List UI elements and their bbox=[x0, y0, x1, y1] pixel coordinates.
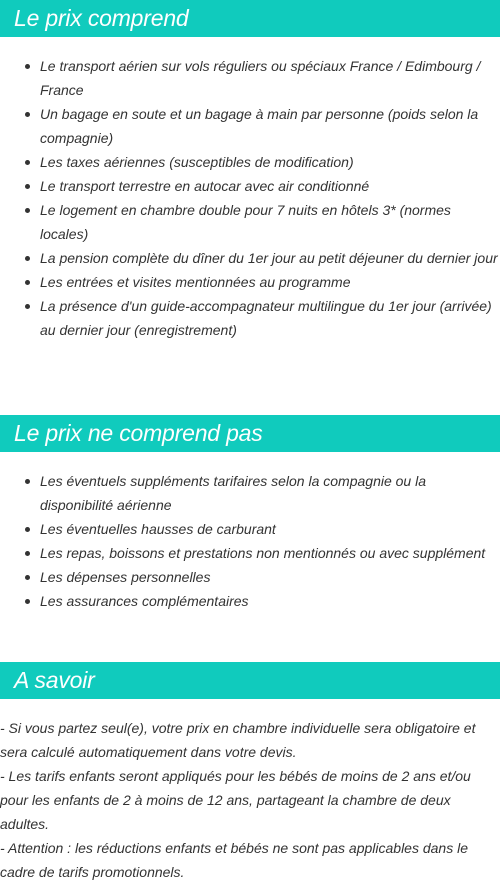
list-item bbox=[0, 270, 500, 294]
list-prix-ne-comprend-pas bbox=[0, 469, 500, 613]
list-item bbox=[0, 150, 500, 174]
list-item-text: Les repas, boissons et prestations non mentionnés ou avec supplément bbox=[40, 545, 486, 561]
list-item-text: La pension complète du dîner du 1er jour au petit déjeuner du dernier jour bbox=[40, 250, 498, 266]
list-item-text: Le transport terrestre en autocar avec air conditionné bbox=[40, 178, 370, 194]
list-item bbox=[0, 246, 500, 270]
list-item-text: Le transport aérien sur vols réguliers ou spéciaux France / Edimbourg / France bbox=[40, 58, 481, 98]
section-header-a-savoir: A savoir bbox=[0, 662, 500, 699]
bullet-icon bbox=[25, 160, 30, 165]
bullet-icon bbox=[25, 599, 30, 604]
bullet-icon bbox=[25, 256, 30, 261]
list-item bbox=[0, 102, 500, 150]
list-prix-comprend bbox=[0, 54, 500, 342]
bullet-icon bbox=[25, 527, 30, 532]
list-item-text: Un bagage en soute et un bagage à main par personne (poids selon la compagnie) bbox=[40, 106, 479, 146]
list-item bbox=[0, 469, 500, 517]
list-item-text: Les entrées et visites mentionnées au programme bbox=[40, 274, 351, 290]
list-item-text: Les éventuels suppléments tarifaires selon la compagnie ou la disponibilité aérienne bbox=[40, 473, 427, 513]
bullet-icon bbox=[25, 112, 30, 117]
a-savoir-paragraph: - Attention : les réductions enfants et bébés ne sont pas applicables dans le cadre de tarifs promotionnels. bbox=[0, 840, 469, 880]
list-item-text: Les assurances complémentaires bbox=[40, 593, 249, 609]
bullet-icon bbox=[25, 184, 30, 189]
list-item bbox=[0, 541, 500, 565]
list-item-text: Les taxes aériennes (susceptibles de modification) bbox=[40, 154, 354, 170]
bullet-icon bbox=[25, 64, 30, 69]
bullet-icon bbox=[25, 208, 30, 213]
list-item-text: Les dépenses personnelles bbox=[40, 569, 211, 585]
bullet-icon bbox=[25, 479, 30, 484]
list-item bbox=[0, 174, 500, 198]
a-savoir-paragraph: - Les tarifs enfants seront appliqués pour les bébés de moins de 2 ans et/ou pour les enfants de 2 à moins de 12 ans, partageant la chambre de deux adultes. bbox=[0, 768, 471, 832]
list-item-text: Les éventuelles hausses de carburant bbox=[40, 521, 276, 537]
a-savoir-paragraph: - Si vous partez seul(e), votre prix en chambre individuelle sera obligatoire et sera calculé automatiquement dans votre devis. bbox=[0, 720, 476, 760]
list-item-text: La présence d'un guide-accompagnateur multilingue du 1er jour (arrivée) au dernier jour (enregistrement) bbox=[40, 298, 492, 338]
list-item bbox=[0, 54, 500, 102]
bullet-icon bbox=[25, 551, 30, 556]
section-header-prix-comprend: Le prix comprend bbox=[0, 0, 500, 37]
list-item bbox=[0, 294, 500, 342]
list-item bbox=[0, 589, 500, 613]
bullet-icon bbox=[25, 575, 30, 580]
list-item bbox=[0, 517, 500, 541]
bullet-icon bbox=[25, 304, 30, 309]
section-header-prix-ne-comprend-pas: Le prix ne comprend pas bbox=[0, 415, 500, 452]
list-item bbox=[0, 565, 500, 589]
list-item-text: Le logement en chambre double pour 7 nuits en hôtels 3* (normes locales) bbox=[40, 202, 451, 242]
bullet-icon bbox=[25, 280, 30, 285]
list-item bbox=[0, 198, 500, 246]
